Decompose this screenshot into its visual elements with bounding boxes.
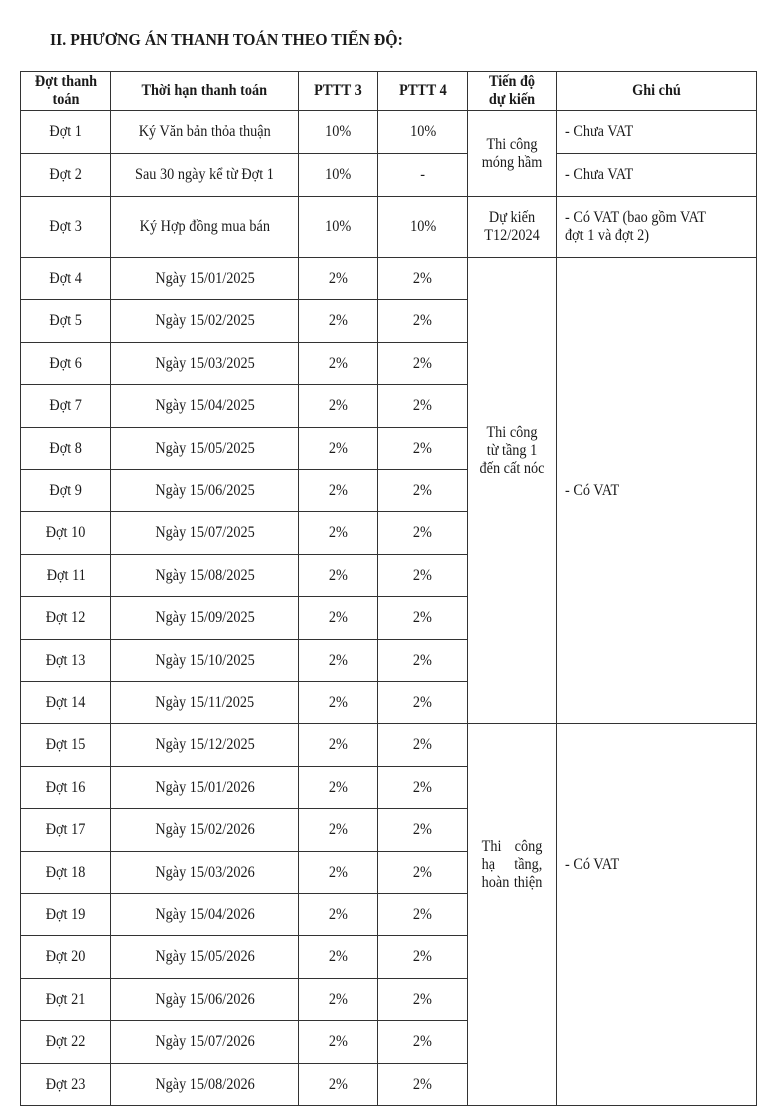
row-22-pttt4-text: 2% xyxy=(413,1033,433,1051)
row-6-pttt4 xyxy=(377,342,469,386)
row-4-pttt4 xyxy=(377,257,469,301)
row-13-pttt4-text: 2% xyxy=(413,651,433,669)
row-5-dot xyxy=(20,299,112,343)
row-16-dot xyxy=(20,766,112,810)
row-23-dot-text: Đợt 23 xyxy=(45,1075,86,1093)
row-15-pttt4 xyxy=(377,723,469,767)
row-6-dot xyxy=(20,342,112,386)
row-3-pttt4 xyxy=(377,196,469,259)
row-18-pttt4 xyxy=(377,851,469,895)
row-15-thoi-han xyxy=(110,723,300,767)
row-13-pttt3 xyxy=(298,639,379,683)
progress-group-1 xyxy=(467,110,558,198)
row-5-pttt4 xyxy=(377,299,469,343)
header-dot xyxy=(20,71,112,112)
row-17-pttt3 xyxy=(298,808,379,852)
row-19-thoi-han xyxy=(110,893,300,937)
row-18-pttt3 xyxy=(298,851,379,895)
row-16-thoi-han xyxy=(110,766,300,810)
row-17-pttt3-text: 2% xyxy=(328,821,348,839)
row-5-pttt4-text: 2% xyxy=(413,312,433,330)
header-pttt4-text: PTTT 4 xyxy=(398,82,447,100)
row-16-pttt4-text: 2% xyxy=(413,778,433,796)
row-14-dot-text: Đợt 14 xyxy=(45,693,86,711)
row-21-pttt4 xyxy=(377,978,469,1022)
row-20-pttt4 xyxy=(377,935,469,979)
row-19-thoi-han-text: Ngày 15/04/2026 xyxy=(155,905,255,923)
row-5-thoi-han xyxy=(110,299,300,343)
row-10-pttt4-text: 2% xyxy=(413,524,433,542)
note-group-4-text: - Có VAT xyxy=(565,481,620,499)
row-8-dot-text: Đợt 8 xyxy=(49,439,82,457)
row-3-pttt3-text: 10% xyxy=(325,218,352,236)
row-5-pttt3 xyxy=(298,299,379,343)
row-9-thoi-han-text: Ngày 15/06/2025 xyxy=(155,481,255,499)
row-15-thoi-han-text: Ngày 15/12/2025 xyxy=(155,736,255,754)
note-group-2 xyxy=(556,153,757,198)
row-7-pttt4-text: 2% xyxy=(413,397,433,415)
progress-group-2-text: Dự kiến T12/2024 xyxy=(484,209,540,245)
row-11-pttt3 xyxy=(298,554,379,598)
row-11-thoi-han-text: Ngày 15/08/2025 xyxy=(155,566,255,584)
header-tien-do-text: Tiến độ dự kiến xyxy=(489,73,536,109)
row-22-pttt4 xyxy=(377,1020,469,1064)
row-14-pttt4 xyxy=(377,681,469,725)
row-3-thoi-han-text: Ký Hợp đồng mua bán xyxy=(139,218,270,236)
row-22-dot xyxy=(20,1020,112,1064)
note-group-5-text: - Có VAT xyxy=(565,855,620,873)
row-4-dot xyxy=(20,257,112,301)
note-group-1-text: - Chưa VAT xyxy=(565,123,634,141)
row-22-pttt3 xyxy=(298,1020,379,1064)
progress-group-2 xyxy=(467,196,558,259)
row-10-dot xyxy=(20,511,112,555)
note-group-1 xyxy=(556,110,757,155)
row-16-thoi-han-text: Ngày 15/01/2026 xyxy=(155,778,255,796)
progress-group-1-text: Thi công móng hầm xyxy=(481,135,543,171)
note-group-3 xyxy=(556,196,757,259)
row-20-pttt3-text: 2% xyxy=(328,948,348,966)
row-15-dot xyxy=(20,723,112,767)
row-21-pttt3 xyxy=(298,978,379,1022)
row-13-dot-text: Đợt 13 xyxy=(45,651,86,669)
row-1-pttt4-text: 10% xyxy=(409,123,436,141)
row-4-thoi-han-text: Ngày 15/01/2025 xyxy=(155,269,255,287)
row-12-dot-text: Đợt 12 xyxy=(45,609,86,627)
row-10-dot-text: Đợt 10 xyxy=(45,524,86,542)
row-5-pttt3-text: 2% xyxy=(328,312,348,330)
row-15-dot-text: Đợt 15 xyxy=(45,736,86,754)
row-5-dot-text: Đợt 5 xyxy=(49,312,82,330)
row-20-thoi-han xyxy=(110,935,300,979)
row-17-dot xyxy=(20,808,112,852)
row-16-dot-text: Đợt 16 xyxy=(45,778,86,796)
row-6-dot-text: Đợt 6 xyxy=(49,354,82,372)
row-8-pttt4 xyxy=(377,427,469,471)
row-13-thoi-han xyxy=(110,639,300,683)
row-21-pttt3-text: 2% xyxy=(328,990,348,1008)
header-pttt3-text: PTTT 3 xyxy=(314,82,363,100)
row-20-dot xyxy=(20,935,112,979)
row-16-pttt4 xyxy=(377,766,469,810)
row-7-thoi-han xyxy=(110,384,300,428)
row-17-dot-text: Đợt 17 xyxy=(45,821,86,839)
row-23-pttt3-text: 2% xyxy=(328,1075,348,1093)
row-17-pttt4 xyxy=(377,808,469,852)
row-7-dot-text: Đợt 7 xyxy=(49,397,82,415)
row-19-dot xyxy=(20,893,112,937)
row-14-pttt3-text: 2% xyxy=(328,693,348,711)
row-18-thoi-han-text: Ngày 15/03/2026 xyxy=(155,863,255,881)
row-19-pttt4-text: 2% xyxy=(413,905,433,923)
row-15-pttt3-text: 2% xyxy=(328,736,348,754)
row-18-dot xyxy=(20,851,112,895)
row-18-pttt3-text: 2% xyxy=(328,863,348,881)
row-18-pttt4-text: 2% xyxy=(413,863,433,881)
row-2-dot xyxy=(20,153,112,198)
row-1-thoi-han xyxy=(110,110,300,155)
progress-group-3-text: Thi công từ tầng 1 đến cất nóc xyxy=(479,423,545,477)
header-dot-text: Đợt thanh toán xyxy=(34,73,97,109)
row-12-pttt3 xyxy=(298,596,379,640)
header-tien-do xyxy=(467,71,558,112)
row-23-thoi-han-text: Ngày 15/08/2026 xyxy=(155,1075,255,1093)
row-11-dot-text: Đợt 11 xyxy=(46,566,86,584)
row-4-pttt3-text: 2% xyxy=(328,269,348,287)
progress-group-4-text: Thi công hạ tầng, hoàn thiện xyxy=(481,837,543,891)
header-ghi-chu xyxy=(556,71,757,112)
row-19-dot-text: Đợt 19 xyxy=(45,905,86,923)
row-4-pttt4-text: 2% xyxy=(413,269,433,287)
row-6-pttt3 xyxy=(298,342,379,386)
row-20-thoi-han-text: Ngày 15/05/2026 xyxy=(155,948,255,966)
row-12-pttt3-text: 2% xyxy=(328,609,348,627)
row-20-dot-text: Đợt 20 xyxy=(45,948,86,966)
row-17-thoi-han-text: Ngày 15/02/2026 xyxy=(155,821,255,839)
row-2-dot-text: Đợt 2 xyxy=(49,166,82,184)
row-17-pttt4-text: 2% xyxy=(413,821,433,839)
row-18-thoi-han xyxy=(110,851,300,895)
row-9-thoi-han xyxy=(110,469,300,513)
row-21-pttt4-text: 2% xyxy=(413,990,433,1008)
row-22-thoi-han xyxy=(110,1020,300,1064)
row-21-dot xyxy=(20,978,112,1022)
row-21-thoi-han xyxy=(110,978,300,1022)
row-22-dot-text: Đợt 22 xyxy=(45,1033,86,1051)
row-18-dot-text: Đợt 18 xyxy=(45,863,86,881)
progress-group-4 xyxy=(467,723,558,1106)
row-2-thoi-han xyxy=(110,153,300,198)
payment-schedule-table xyxy=(20,71,755,1111)
row-7-pttt3 xyxy=(298,384,379,428)
row-9-dot-text: Đợt 9 xyxy=(49,481,82,499)
row-3-pttt3 xyxy=(298,196,379,259)
row-11-pttt3-text: 2% xyxy=(328,566,348,584)
row-8-pttt3 xyxy=(298,427,379,471)
row-1-pttt3 xyxy=(298,110,379,155)
row-1-pttt4 xyxy=(377,110,469,155)
row-8-thoi-han-text: Ngày 15/05/2025 xyxy=(155,439,255,457)
progress-group-3 xyxy=(467,257,558,725)
row-2-pttt3 xyxy=(298,153,379,198)
row-21-dot-text: Đợt 21 xyxy=(45,990,86,1008)
row-2-thoi-han-text: Sau 30 ngày kể từ Đợt 1 xyxy=(135,166,275,184)
row-14-pttt4-text: 2% xyxy=(413,693,433,711)
row-16-pttt3-text: 2% xyxy=(328,778,348,796)
header-thoi-han xyxy=(110,71,300,112)
row-7-dot xyxy=(20,384,112,428)
header-ghi-chu-text: Ghi chú xyxy=(631,82,681,100)
row-2-pttt3-text: 10% xyxy=(325,166,352,184)
row-19-pttt3 xyxy=(298,893,379,937)
row-12-pttt4-text: 2% xyxy=(413,609,433,627)
row-1-dot-text: Đợt 1 xyxy=(49,123,82,141)
row-3-dot-text: Đợt 3 xyxy=(49,218,82,236)
header-thoi-han-text: Thời hạn thanh toán xyxy=(141,82,268,100)
row-13-pttt4 xyxy=(377,639,469,683)
row-3-pttt4-text: 10% xyxy=(409,218,436,236)
row-1-thoi-han-text: Ký Văn bản thỏa thuận xyxy=(138,123,271,141)
row-7-thoi-han-text: Ngày 15/04/2025 xyxy=(155,397,255,415)
row-12-dot xyxy=(20,596,112,640)
row-6-thoi-han-text: Ngày 15/03/2025 xyxy=(155,354,255,372)
row-5-thoi-han-text: Ngày 15/02/2025 xyxy=(155,312,255,330)
row-10-thoi-han xyxy=(110,511,300,555)
row-12-pttt4 xyxy=(377,596,469,640)
row-3-thoi-han xyxy=(110,196,300,259)
row-4-pttt3 xyxy=(298,257,379,301)
row-2-pttt4 xyxy=(377,153,469,198)
row-19-pttt3-text: 2% xyxy=(328,905,348,923)
row-10-pttt3 xyxy=(298,511,379,555)
row-13-thoi-han-text: Ngày 15/10/2025 xyxy=(155,651,255,669)
row-8-thoi-han xyxy=(110,427,300,471)
row-19-pttt4 xyxy=(377,893,469,937)
row-11-pttt4-text: 2% xyxy=(413,566,433,584)
row-10-thoi-han-text: Ngày 15/07/2025 xyxy=(155,524,255,542)
row-12-thoi-han xyxy=(110,596,300,640)
row-11-dot xyxy=(20,554,112,598)
row-17-thoi-han xyxy=(110,808,300,852)
row-12-thoi-han-text: Ngày 15/09/2025 xyxy=(155,609,255,627)
row-2-pttt4-text: - xyxy=(420,166,426,184)
row-1-dot xyxy=(20,110,112,155)
row-9-pttt3 xyxy=(298,469,379,513)
row-11-pttt4 xyxy=(377,554,469,598)
row-16-pttt3 xyxy=(298,766,379,810)
row-14-thoi-han xyxy=(110,681,300,725)
row-4-dot-text: Đợt 4 xyxy=(49,269,82,287)
row-9-pttt4-text: 2% xyxy=(413,481,433,499)
row-3-dot xyxy=(20,196,112,259)
row-8-dot xyxy=(20,427,112,471)
row-22-pttt3-text: 2% xyxy=(328,1033,348,1051)
section-title: II. PHƯƠNG ÁN THANH TOÁN THEO TIẾN ĐỘ: xyxy=(50,30,403,49)
row-7-pttt4 xyxy=(377,384,469,428)
row-14-pttt3 xyxy=(298,681,379,725)
row-20-pttt4-text: 2% xyxy=(413,948,433,966)
row-13-pttt3-text: 2% xyxy=(328,651,348,669)
row-21-thoi-han-text: Ngày 15/06/2026 xyxy=(155,990,255,1008)
row-7-pttt3-text: 2% xyxy=(328,397,348,415)
header-pttt4 xyxy=(377,71,469,112)
row-10-pttt4 xyxy=(377,511,469,555)
row-15-pttt3 xyxy=(298,723,379,767)
row-8-pttt3-text: 2% xyxy=(328,439,348,457)
row-13-dot xyxy=(20,639,112,683)
row-9-pttt3-text: 2% xyxy=(328,481,348,499)
row-20-pttt3 xyxy=(298,935,379,979)
row-8-pttt4-text: 2% xyxy=(413,439,433,457)
note-group-5 xyxy=(556,723,757,1106)
row-23-pttt4-text: 2% xyxy=(413,1075,433,1093)
note-group-3-text: - Có VAT (bao gồm VAT đợt 1 và đợt 2) xyxy=(565,209,706,245)
row-6-thoi-han xyxy=(110,342,300,386)
row-4-thoi-han xyxy=(110,257,300,301)
row-14-dot xyxy=(20,681,112,725)
row-9-dot xyxy=(20,469,112,513)
note-group-2-text: - Chưa VAT xyxy=(565,166,634,184)
row-15-pttt4-text: 2% xyxy=(413,736,433,754)
row-9-pttt4 xyxy=(377,469,469,513)
row-14-thoi-han-text: Ngày 15/11/2025 xyxy=(155,693,255,711)
row-10-pttt3-text: 2% xyxy=(328,524,348,542)
row-6-pttt3-text: 2% xyxy=(328,354,348,372)
note-group-4 xyxy=(556,257,757,725)
row-6-pttt4-text: 2% xyxy=(413,354,433,372)
header-pttt3 xyxy=(298,71,379,112)
row-22-thoi-han-text: Ngày 15/07/2026 xyxy=(155,1033,255,1051)
row-11-thoi-han xyxy=(110,554,300,598)
row-1-pttt3-text: 10% xyxy=(325,123,352,141)
